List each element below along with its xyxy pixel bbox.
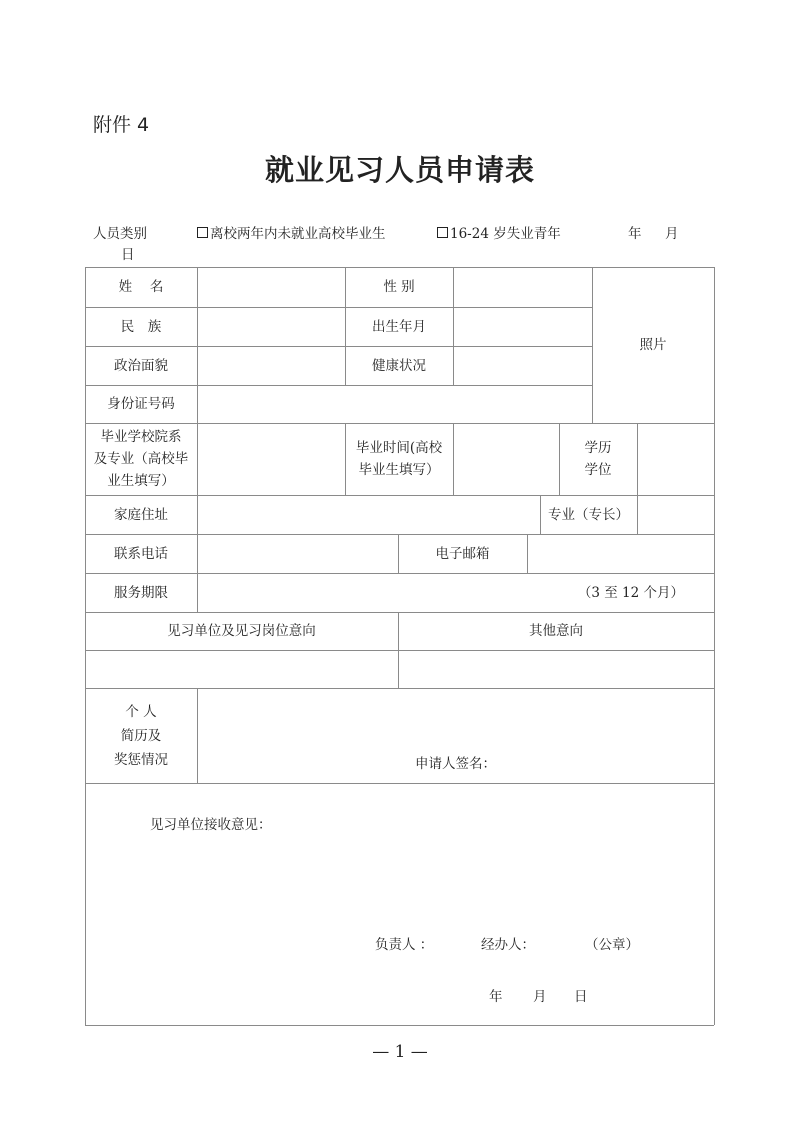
handler-label: 经办人： — [481, 937, 535, 953]
responsible-label: 负责人 ： — [375, 937, 434, 953]
label-school — [85, 423, 197, 495]
sign-month: 月 — [533, 989, 547, 1005]
page-number: — 1 — — [372, 1042, 428, 1062]
input-specialty[interactable] — [637, 495, 714, 534]
label-health: 健康状况 — [372, 357, 426, 374]
input-birth[interactable] — [453, 307, 592, 346]
meta-day: 日 — [121, 247, 135, 263]
label-grad-time-line2: 毕业生填写） — [358, 462, 440, 478]
option-youth-label: 16-24 岁失业青年 — [450, 226, 561, 242]
input-health[interactable] — [453, 346, 592, 385]
meta-month: 月 — [665, 226, 679, 242]
unit-opinion-label: 见习单位接收意见： — [150, 817, 272, 833]
label-grad-time-line1: 毕业时间(高校 — [355, 440, 443, 456]
label-ethnicity: 民 族 — [120, 318, 162, 335]
label-name: 姓 名 — [118, 279, 164, 295]
input-name[interactable] — [197, 267, 345, 307]
input-degree[interactable] — [637, 423, 714, 495]
photo-box[interactable]: 照片 — [639, 337, 667, 353]
label-degree — [559, 423, 637, 495]
input-id-number[interactable] — [197, 385, 592, 423]
option-graduate[interactable] — [197, 222, 386, 242]
page-title: 就业见习人员申请表 — [264, 153, 535, 187]
input-address[interactable] — [197, 495, 540, 534]
input-political[interactable] — [197, 346, 345, 385]
label-resume-line1: 个 人 — [125, 703, 157, 720]
input-ethnicity[interactable] — [197, 307, 345, 346]
label-intent-unit: 见习单位及见习岗位意向 — [167, 623, 316, 639]
sign-day: 日 — [574, 989, 588, 1005]
sign-year: 年 — [489, 989, 503, 1005]
label-grad-time — [345, 423, 453, 495]
label-service-period: 服务期限 — [114, 584, 168, 601]
label-resume — [85, 688, 197, 783]
label-resume-line3: 奖惩情况 — [114, 751, 168, 768]
input-grad-time[interactable] — [453, 423, 559, 495]
input-intent-other[interactable] — [398, 650, 714, 688]
label-degree-line1: 学历 — [584, 440, 612, 456]
label-phone: 联系电话 — [114, 545, 168, 562]
label-political: 政治面貌 — [114, 357, 168, 374]
meta-year: 年 — [628, 226, 642, 242]
service-period-hint: （3 至 12 个月） — [577, 584, 684, 601]
label-resume-line2: 简历及 — [120, 727, 162, 744]
label-id-number: 身份证号码 — [107, 396, 175, 412]
label-address: 家庭住址 — [114, 506, 168, 523]
seal-label: （公章） — [585, 937, 639, 953]
label-gender: 性 别 — [383, 279, 415, 295]
label-school-line2: 及专业（高校毕 — [93, 451, 189, 467]
checkbox-icon[interactable] — [437, 227, 448, 238]
input-email[interactable] — [527, 534, 714, 573]
attachment-label: 附件 4 — [93, 114, 150, 136]
category-label: 人员类别 — [93, 226, 147, 242]
label-degree-line2: 学位 — [584, 462, 612, 478]
input-gender[interactable] — [453, 267, 592, 307]
input-school[interactable] — [197, 423, 345, 495]
label-school-line3: 业生填写） — [107, 473, 175, 489]
label-specialty: 专业（专长） — [548, 506, 629, 523]
label-intent-other: 其他意向 — [529, 623, 583, 639]
input-service-period[interactable] — [197, 573, 714, 612]
checkbox-icon[interactable] — [197, 227, 208, 238]
label-email: 电子邮箱 — [435, 545, 490, 562]
applicant-signature-label: 申请人签名： — [415, 756, 496, 772]
option-graduate-label: 离校两年内未就业高校毕业生 — [210, 226, 386, 242]
label-birth: 出生年月 — [372, 318, 426, 335]
option-youth[interactable] — [437, 222, 561, 242]
label-school-line1: 毕业学校院系 — [100, 429, 182, 445]
input-intent-unit[interactable] — [85, 650, 398, 688]
input-phone[interactable] — [197, 534, 398, 573]
